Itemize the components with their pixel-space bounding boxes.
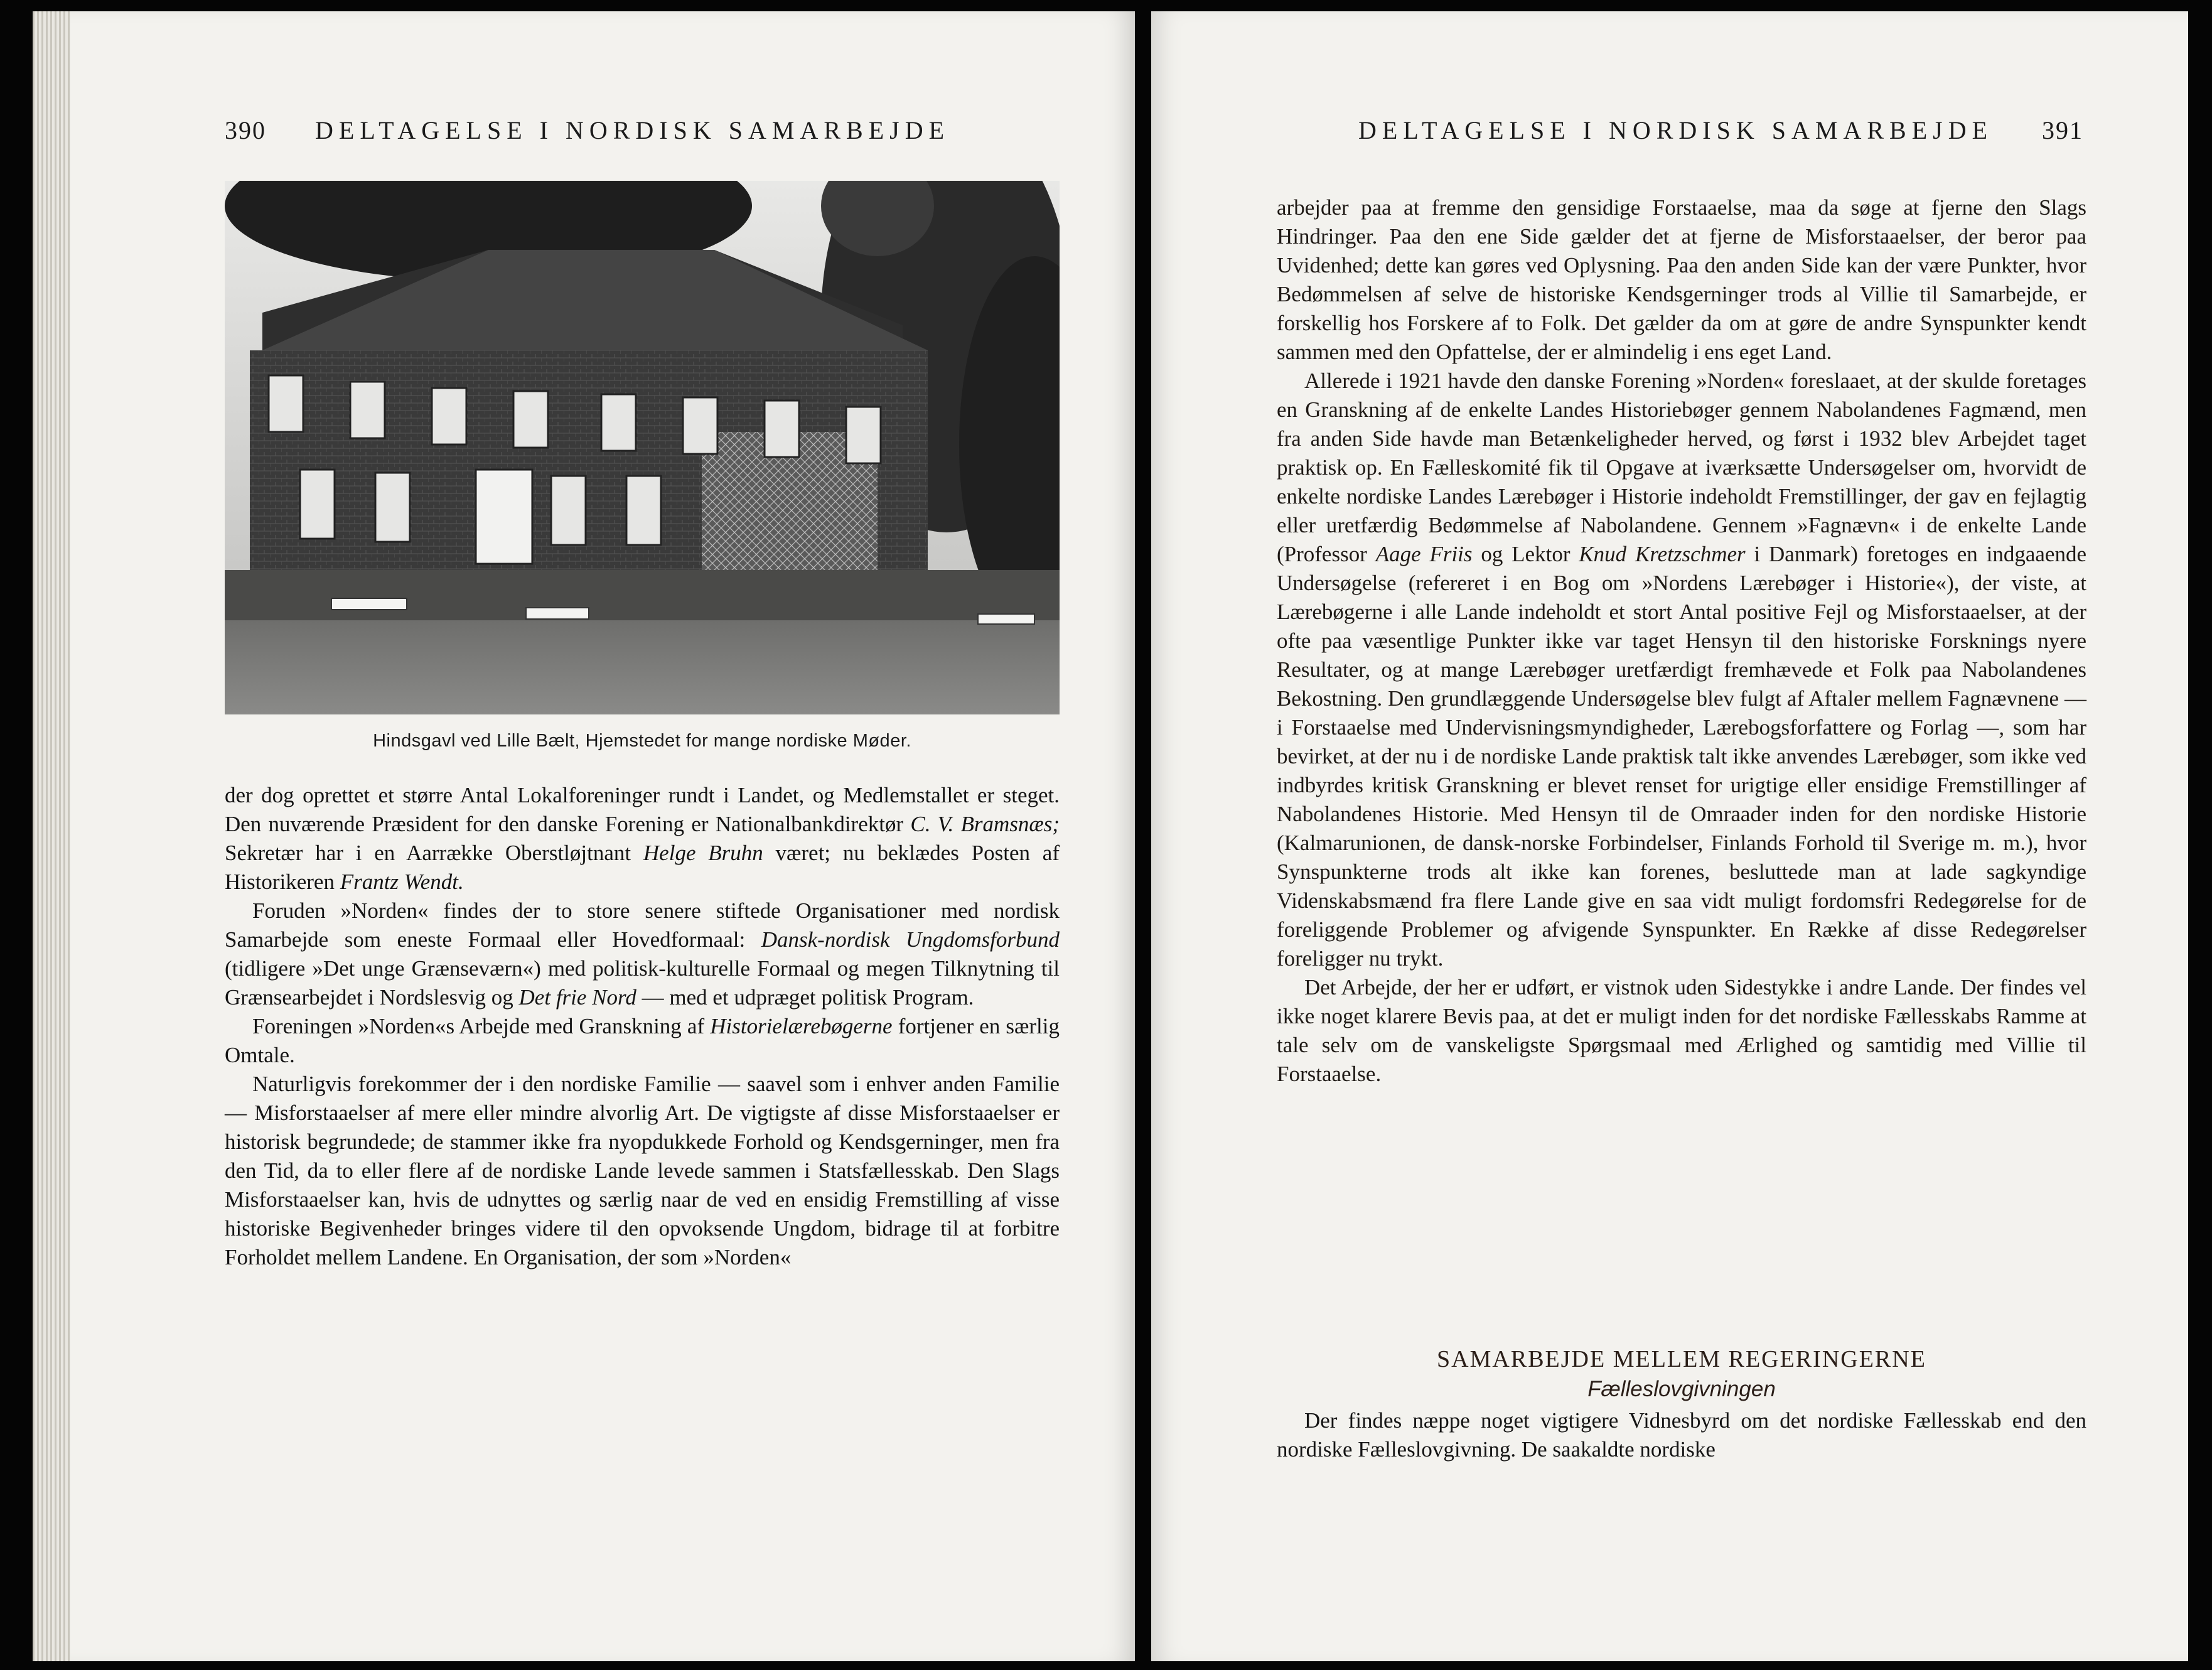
right-paragraph-1: arbejder paa at fremme den gensidige Forstaaelse, maa da søge at fjerne den Slags Hindringer. Paa den ene Side gælder det at fjerne de Misforstaaelser, der beror paa Uvidenhed; dette kan gøres ved Oplysning. Paa den anden Side kan der være Punkter, hvor Bedømmelsen af selve de historiske Kendsgerninger trods al Villie til Samarbejde, er forskellig hos Forskere af to Folk. Det gælder da om at gøre de andre Synspunkter kendt sammen med den Opfattelse, der er almindelig i ens eget Land. — [1277, 195, 2086, 364]
photo-caption: Hindsgavl ved Lille Bælt, Hjemstedet for mange nordiske Møder. — [373, 731, 911, 751]
subheading: Fælleslovgivningen — [1587, 1377, 1776, 1401]
right-final-paragraph — [1277, 1406, 2086, 1464]
right-paragraph-4: Der findes næppe noget vigtigere Vidnesbyrd om det nordiske Fællesskab end den nordiske Fælleslovgivning. De saakaldte nordiske — [1277, 1408, 2086, 1462]
left-paragraph-2: Foruden »Norden« findes der to store senere stiftede Organisationer med nordisk Samarbejde som eneste Formaal eller Hovedformaal: Dansk-nordisk Ungdomsforbund (tidligere »Det unge Grænseværn«) med politisk-kulturelle Formaal og megen Tilknytning til Grænsearbejdet i Nordslesvig og Det frie Nord — med et udpræget politisk Program. — [225, 898, 1060, 1010]
left-page — [33, 11, 1135, 1661]
page-edges — [33, 11, 70, 1661]
left-running-head — [225, 116, 950, 145]
right-running-head — [1358, 116, 2083, 145]
right-body-text — [1277, 193, 2086, 1089]
page-number-right: 391 — [2042, 116, 2084, 144]
manor-house-photo — [225, 181, 1060, 714]
left-paragraph-3: Foreningen »Norden«s Arbejde med Granskning af Historielærebøgerne fortjener en særlig Omtale. — [225, 1014, 1060, 1067]
left-paragraph-4: Naturligvis forekommer der i den nordiske Familie — saavel som i enhver anden Familie — Misforstaaelser af mere eller mindre alvorlig Art. De vigtigste af disse Misforstaaelser er historisk begrundede; de stammer ikke fra nyopdukkede Forhold og Kendsgerninger, men fra den Tid, da to eller flere af de nordiske Lande levede sammen i Statsfællesskab. Den Slags Misforstaaelser kan, hvis de udnyttes og særlig naar de ved en ensidig Fremstilling af visse historiske Begivenheder bringes videre til den opvoksende Ungdom, bidrage til at forbitre Forholdet mellem Landene. En Organisation, der som »Norden« — [225, 1072, 1060, 1269]
running-head-title-left: DELTAGELSE I NORDISK SAMARBEJDE — [315, 116, 950, 144]
right-page — [1151, 11, 2188, 1661]
left-paragraph-1: der dog oprettet et større Antal Lokalforeninger rundt i Landet, og Medlemstallet er steget. Den nuværende Præsident for den danske Forening er Nationalbankdirektør C. V. Bramsnæs; Sekretær har i en Aarrække Oberstløjtnant Helge Bruhn været; nu beklædes Posten af Historikeren Frantz Wendt. — [225, 783, 1060, 894]
right-paragraph-3: Det Arbejde, der her er udført, er vistnok uden Sidestykke i andre Lande. Der findes vel ikke noget klarere Bevis paa, at det er muligt inden for det nordiske Fællesskabs Ramme at tale selv om de vanskeligste Spørgsmaal med Ærlighed og samtidig med Villie til Forstaaelse. — [1277, 975, 2086, 1086]
left-body-text — [225, 781, 1060, 1272]
section-heading: SAMARBEJDE MELLEM REGERINGERNE — [1437, 1346, 1926, 1372]
page-number-left: 390 — [225, 116, 266, 144]
right-paragraph-2: Allerede i 1921 havde den danske Forening »Norden« foreslaaet, at der skulde foretages en Granskning af de enkelte Landes Historiebøger gennem Nabolandenes Fagmænd, men fra anden Side havde man Betænkeligheder herved, og først i 1932 blev Arbejdet taget praktisk op. En Fælleskomité fik til Opgave at iværksætte Undersøgelser om, hvorvidt de enkelte nordiske Landes Lærebøger i Historie indeholdt Fremstillinger, der gav en fejlagtig eller uretfærdig Bedømmelse af Nabolandene. Gennem »Fagnævn« i de enkelte Lande (Professor Aage Friis og Lektor Knud Kretzschmer i Danmark) foretoges en indgaaende Undersøgelse (refereret i en Bog om »Nordens Lærebøger i Historie«), der viste, at Lærebøgerne i alle Lande indeholdt et stort Antal positive Fejl og Misforstaaelser, at der ofte paa væsentlige Punkter ikke var taget Hensyn til den historiske Forsknings nyere Resultater, og at mange Lærebøger uretfærdigt fremhævede et Folk paa Nabolandenes Bekostning. Den grundlæggende Undersøgelse blev fulgt af Aftaler mellem Fagnævnene — i Forstaaelse med Undervisningsmyndigheder, Lærebogsforfattere og Forlag —, som har bevirket, at der nu i de nordiske Lande praktisk talt ikke anvendes Lærebøger, som ikke ved indbyrdes kritisk Granskning er blevet renset for urigtige eller ensidige Fremstillinger af Nabolandenes Historie. Med Hensyn til de Omraader inden for den nordiske Historie (Kalmarunionen, de dansk-norske Forbindelser, Finlands Forhold til Sverige m. m.), hvor Synspunkterne trods alt ikke kan forenes, besluttede man at lade sagkyndige Videnskabsmænd fra flere Lande give en saa vidt muligt fordomsfri Redegørelse for de foreliggende Problemer og afvigende Synspunkter. En Række af disse Redegørelser foreligger nu trykt. — [1277, 369, 2086, 971]
running-head-title-right: DELTAGELSE I NORDISK SAMARBEJDE — [1358, 116, 1994, 144]
photo-hindsgavl — [225, 181, 1060, 714]
